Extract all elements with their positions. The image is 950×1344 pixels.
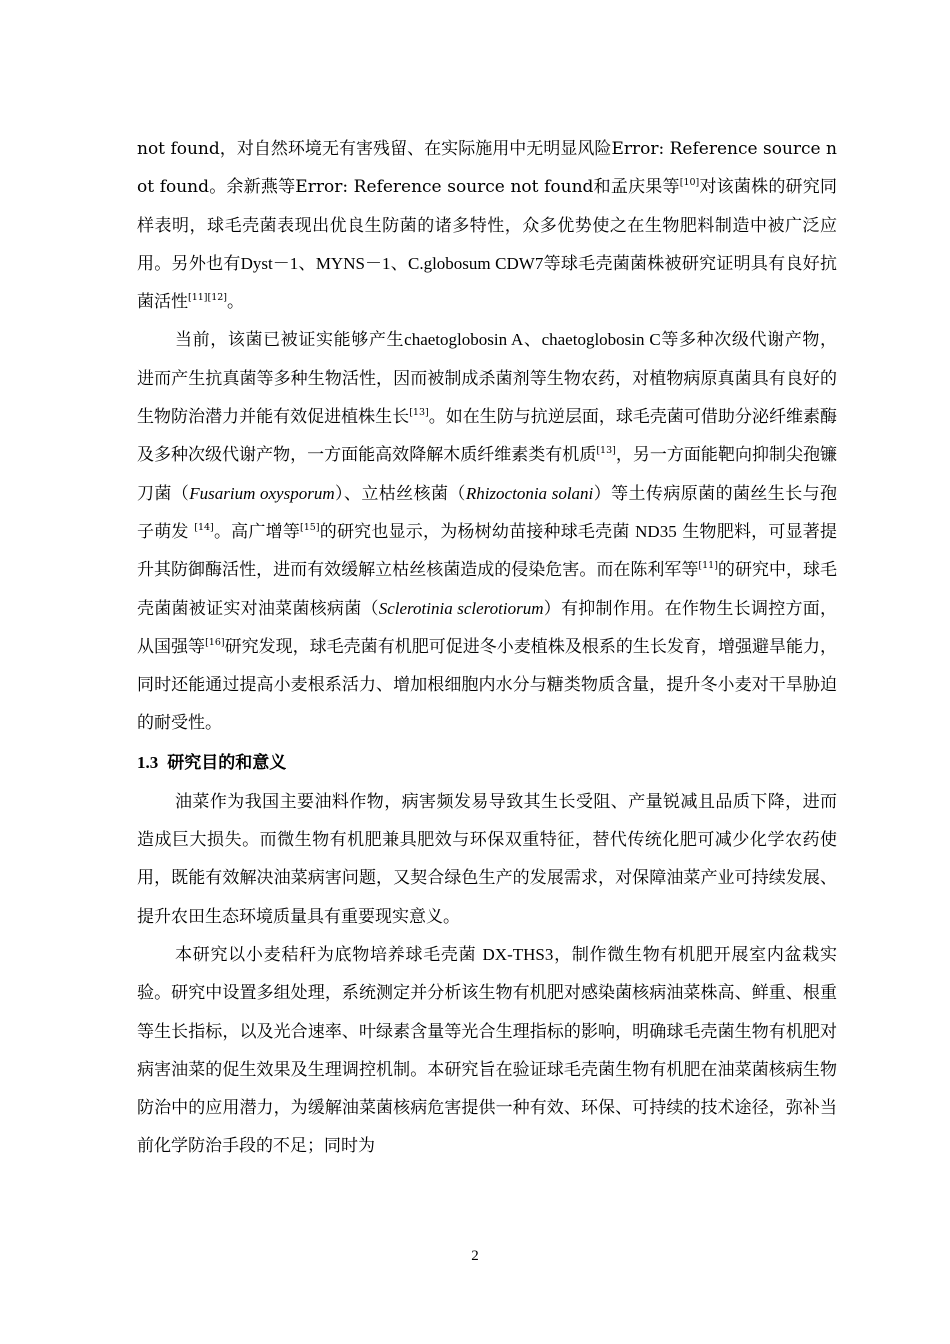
text-run: 。如在生防与抗逆层面，球毛壳菌可借助分泌纤维素酶及多种次级代谢产物，一方面能高效降解木质纤维素类有机质 bbox=[137, 407, 838, 466]
text-run: ）等土传病原菌的菌丝生长与孢子萌发 bbox=[137, 483, 838, 542]
text-run: 的研究中，球毛壳菌菌被证实对油菜菌核病菌（ bbox=[137, 560, 838, 619]
text-run: 的研究也显示，为杨树幼苗接种球毛壳菌 bbox=[319, 521, 636, 542]
compound-name: chaetoglobosin C bbox=[541, 330, 661, 350]
text-run: 等球毛壳菌菌株被研究证明具有良好抗菌活性 bbox=[137, 253, 838, 313]
paragraph-continued bbox=[137, 130, 837, 321]
citation-ref: [11][12] bbox=[188, 292, 228, 304]
citation-ref: [11] bbox=[698, 560, 718, 572]
citation-ref: [16] bbox=[205, 636, 225, 648]
text-run: ）有抑制作用。在作物生长调控方面，从国强等 bbox=[137, 598, 838, 657]
section-number: 1.3 bbox=[137, 752, 159, 772]
page-number: 2 bbox=[471, 1248, 479, 1264]
compound-name: chaetoglobosin A bbox=[404, 330, 524, 350]
citation-ref: [10] bbox=[679, 177, 700, 189]
paragraph-secondary-metabolites bbox=[137, 321, 837, 742]
text-run: 、 bbox=[523, 330, 542, 351]
text-run: 生物肥料，可显著提升其防御酶活性，进而有效缓解立枯丝核菌造成的侵染危害。而在陈利军等 bbox=[137, 521, 838, 581]
text-run: 等多种次级代谢产物，进而产生抗真菌等多种生物活性，因而被制成杀菌剂等生物农药，对植物病原真菌具有良好的生物防治潜力并能有效促进植株生长 bbox=[137, 330, 838, 428]
citation-ref: [14] bbox=[194, 521, 214, 533]
species-name: Sclerotinia sclerotiorum bbox=[378, 598, 544, 618]
text-run: 研究发现，球毛壳菌有机肥可促进冬小麦植株及根系的生长发育，增强避旱能力，同时还能通过提高小麦根系活力、增加根细胞内水分与糖类物质含量，提升冬小麦对干旱胁迫的耐受性。 bbox=[137, 636, 838, 734]
text-run: 对该菌株的研究同样表明，球毛壳菌表现出优良生防菌的诸多特性，众多优势使之在生物肥料制造中被广泛应用。另外也有 bbox=[137, 177, 837, 274]
species-name: Rhizoctonia solani bbox=[465, 483, 594, 503]
text-run: 。 bbox=[227, 292, 245, 313]
citation-ref: [15] bbox=[300, 521, 320, 533]
text-run: 。高广增等 bbox=[213, 521, 301, 542]
text-run: 当前，该菌已被证实能够产生 bbox=[175, 330, 405, 351]
text-run: not found，对自然环境无有害残留、在实际施用中无明显风险Error: Reference source not found。余新燕等Error: Reference source not found和孟庆果等 bbox=[137, 139, 837, 198]
strain-names: Dyst－1、MYNS－1、C.globosum CDW7 bbox=[240, 253, 544, 273]
text-run: 油菜作为我国主要油料作物，病害频发易导致其生长受阻、产量锐减且品质下降，进而造成巨大损失。而微生物有机肥兼具肥效与环保双重特征，替代传统化肥可减少化学农药使用，既能有效解决油菜病害问题，又契合绿色生产的发展需求，对保障油菜产业可持续发展、提升农田生态环境质量具有重要现实意义。 bbox=[137, 791, 837, 927]
citation-ref: [13] bbox=[596, 445, 616, 457]
strain-name: ND35 bbox=[635, 521, 677, 541]
text-run: ，制作微生物有机肥开展室内盆栽实验。研究中设置多组处理，系统测定并分析该生物有机肥对感染菌核病油菜株高、鲜重、根重等生长指标，以及光合速率、叶绿素含量等光合生理指标的影响，明确球毛壳菌生物有机肥对病害油菜的促生效果及生理调控机制。本研究旨在验证球毛壳菌生物有机肥在油菜菌核病生物防治中的应用潜力，为缓解油菜菌核病危害提供一种有效、环保、可持续的技术途径，弥补当前化学防治手段的不足；同时为 bbox=[137, 944, 838, 1157]
section-heading bbox=[137, 743, 837, 783]
strain-name: DX-THS3 bbox=[482, 944, 554, 964]
species-name: Fusarium oxysporum bbox=[189, 483, 335, 503]
paragraph-purpose bbox=[137, 783, 837, 936]
text-run: 本研究以小麦秸秆为底物培养球毛壳菌 bbox=[175, 944, 483, 965]
paragraph-study-design bbox=[137, 936, 837, 1166]
text-run: ）、立枯丝核菌（ bbox=[334, 483, 466, 504]
text-run: ，另一方面能靶向抑制尖孢镰刀菌（ bbox=[137, 445, 838, 504]
section-title: 研究目的和意义 bbox=[167, 752, 287, 773]
citation-ref: [13] bbox=[409, 407, 429, 419]
body-text bbox=[137, 130, 837, 1166]
